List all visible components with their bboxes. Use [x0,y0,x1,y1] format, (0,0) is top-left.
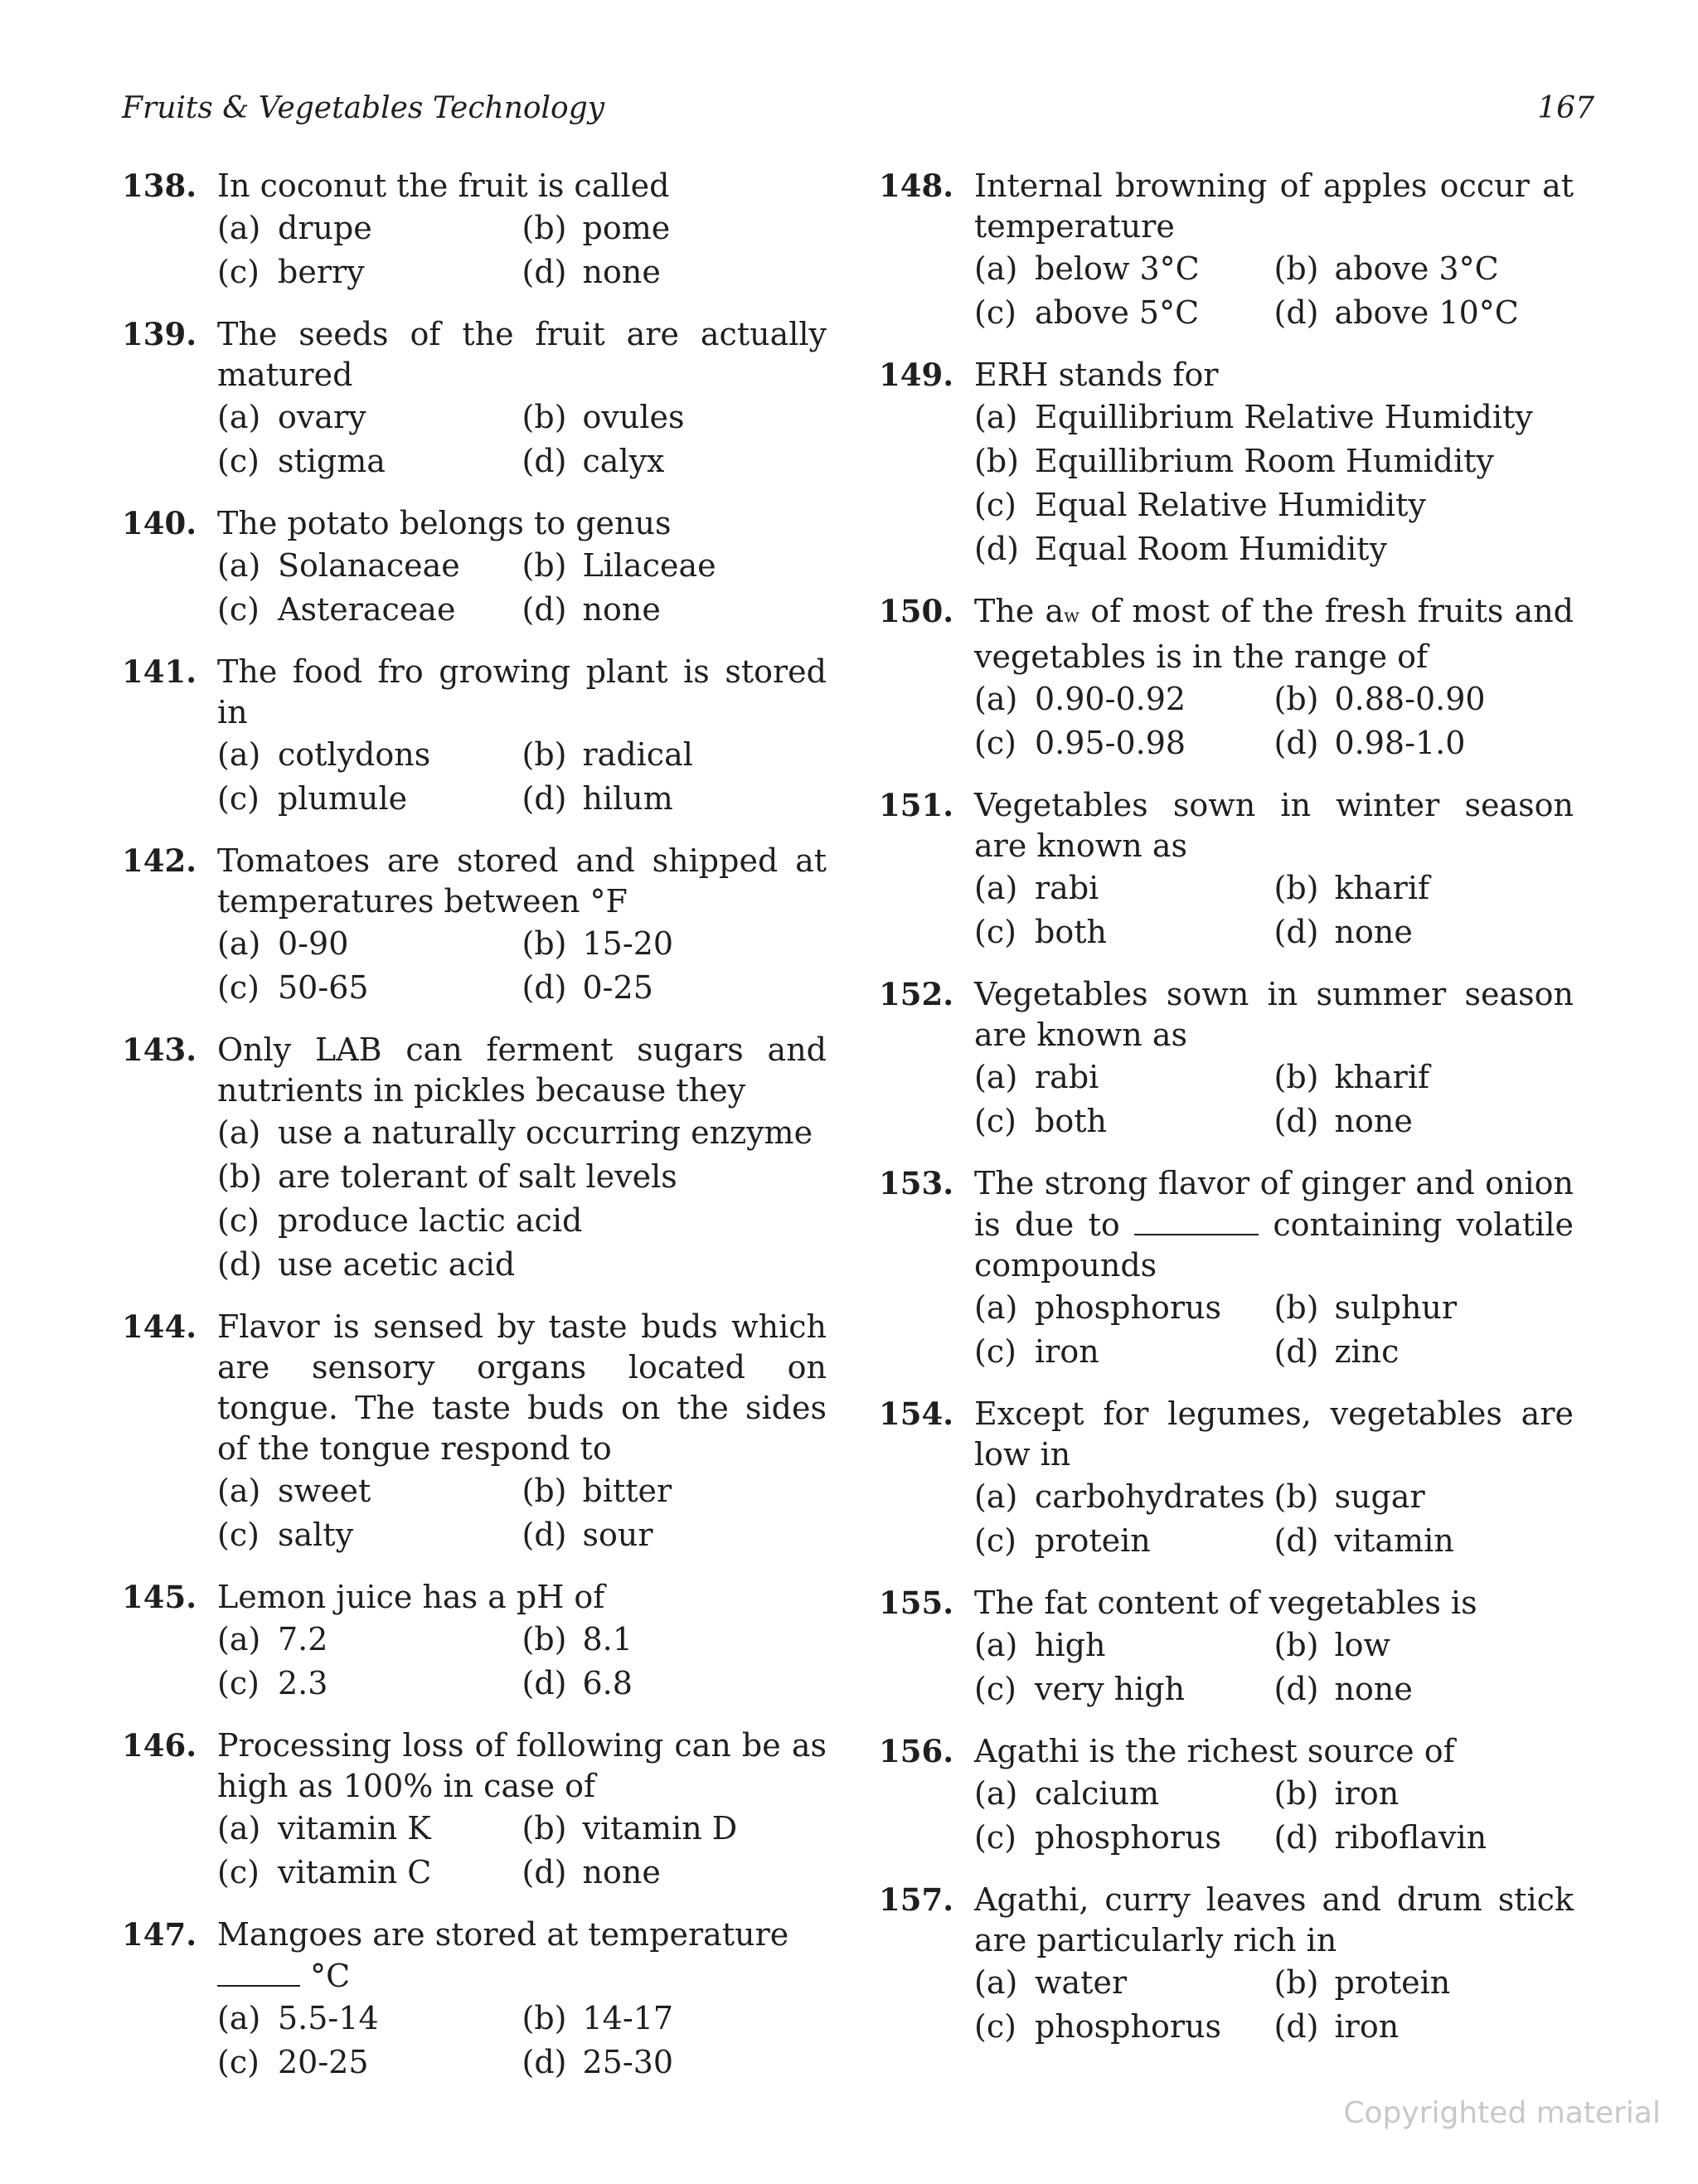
options [217,922,827,1010]
question-149 [879,355,1574,571]
question-number: 142. [122,842,197,879]
options [974,1286,1574,1374]
option-d: (d) none [1274,914,1413,950]
option-c: (c) produce lactic acid [217,1202,583,1239]
question-150 [879,591,1574,765]
question-text: Lemon juice has a pH of [217,1579,605,1615]
question-142 [122,841,827,1010]
option-d: (d) 25-30 [522,2044,674,2080]
option-d: (d) sour [522,1517,653,1553]
option-b: (b) kharif [1274,1059,1430,1095]
option-c: (c) very high [974,1671,1186,1707]
option-d: (d) hilum [522,780,673,817]
question-143 [122,1030,827,1287]
question-text: Agathi, curry leaves and drum stick are particularly rich in [974,1881,1574,1958]
options [974,677,1574,765]
question-text: Mangoes are stored at temperature °C [217,1916,789,1994]
question-141 [122,652,827,821]
question-text: Only LAB can ferment sugars and nutrients in pickles because they [217,1031,827,1109]
option-a: (a) 0-90 [217,925,349,962]
options [217,206,827,294]
option-b: (b) above 3°C [1274,250,1499,287]
question-text: The fat content of vegetables is [974,1585,1477,1621]
question-number: 147. [122,1916,197,1953]
options [974,1623,1574,1711]
question-text: Tomatoes are stored and shipped at temperatures between °F [217,842,827,920]
option-c: (c) berry [217,254,365,290]
question-number: 149. [879,357,954,393]
page-number: 167 [1537,91,1594,125]
option-a: (a) calcium [974,1775,1160,1812]
option-a: (a) 5.5-14 [217,2000,379,2036]
option-d: (d) iron [1274,2008,1400,2045]
option-a: (a) below 3°C [974,250,1200,287]
question-number: 150. [879,593,954,629]
option-d: (d) none [522,254,661,290]
option-a: (a) ovary [217,399,366,435]
left-column [122,166,827,2104]
option-b: (b) sulphur [1274,1289,1458,1326]
option-b: (b) pome [522,210,671,246]
option-b: (b) are tolerant of salt levels [217,1158,677,1195]
question-number: 146. [122,1727,197,1764]
question-147 [122,1915,827,2085]
option-c: (c) Asteraceae [217,591,456,628]
option-b: (b) 14-17 [522,2000,674,2036]
option-a: (a) Equillibrium Relative Humidity [974,399,1533,435]
option-d: (d) none [522,591,661,628]
options [217,1469,827,1557]
option-c: (c) 0.95-0.98 [974,725,1186,761]
question-144 [122,1307,827,1557]
question-number: 153. [879,1165,954,1201]
question-text: Flavor is sensed by taste buds which are sensory organs located on tongue. The taste buds on the sides of the tongue respond to [217,1308,827,1467]
option-c: (c) Equal Relative Humidity [974,487,1426,523]
option-c: (c) both [974,1103,1107,1139]
options [974,1772,1574,1860]
question-number: 140. [122,505,197,541]
option-a: (a) phosphorus [974,1289,1221,1326]
option-a: (a) drupe [217,210,372,246]
option-b: (b) radical [522,736,693,773]
option-a: (a) high [974,1627,1106,1663]
question-number: 148. [879,167,954,204]
question-text: Vegetables sown in summer season are known as [974,976,1574,1053]
option-d: (d) calyx [522,443,665,479]
question-139 [122,314,827,483]
option-d: (d) Equal Room Humidity [974,531,1387,567]
option-c: (c) 50-65 [217,969,369,1006]
option-a: (a) cotlydons [217,736,431,773]
option-a: (a) sweet [217,1473,371,1509]
option-c: (c) phosphorus [974,1819,1221,1856]
question-153 [879,1163,1574,1374]
option-b: (b) low [1274,1627,1391,1663]
options [217,544,827,632]
question-156 [879,1731,1574,1860]
option-b: (b) iron [1274,1775,1400,1812]
option-a: (a) Solanaceae [217,547,460,584]
answer-blank [217,1955,300,1987]
options [974,1056,1574,1143]
question-text: The seeds of the fruit are actually matured [217,316,827,393]
question-number: 145. [122,1579,197,1615]
question-146 [122,1725,827,1895]
options [974,1961,1574,2049]
question-151 [879,785,1574,954]
option-a: (a) water [974,1964,1128,2001]
question-text: In coconut the fruit is called [217,167,670,204]
question-number: 144. [122,1308,197,1345]
question-text: Agathi is the richest source of [974,1733,1455,1769]
question-145 [122,1577,827,1706]
question-text: The food fro growing plant is stored in [217,653,827,730]
question-number: 156. [879,1733,954,1769]
options [217,1997,827,2085]
option-c: (c) plumule [217,780,408,817]
options [974,247,1574,335]
option-d: (d) none [1274,1103,1413,1139]
option-b: (b) 15-20 [522,925,674,962]
answer-blank [1134,1204,1259,1235]
option-c: (c) protein [974,1522,1151,1559]
option-b: (b) 0.88-0.90 [1274,681,1486,717]
question-number: 139. [122,316,197,352]
option-a: (a) rabi [974,1059,1099,1095]
question-number: 143. [122,1031,197,1068]
option-d: (d) use acetic acid [217,1246,516,1283]
options [974,866,1574,954]
option-b: (b) sugar [1274,1478,1425,1515]
option-d: (d) vitamin [1274,1522,1454,1559]
option-b: (b) Lilaceae [522,547,716,584]
option-c: (c) above 5°C [974,294,1200,331]
option-a: (a) use a naturally occurring enzyme [217,1114,813,1151]
question-number: 138. [122,167,197,204]
option-d: (d) above 10°C [1274,294,1519,331]
options [217,396,827,483]
question-text: Internal browning of apples occur at temperature [974,167,1574,245]
option-c: (c) 20-25 [217,2044,369,2080]
option-b: (b) ovules [522,399,685,435]
option-d: (d) zinc [1274,1333,1400,1370]
option-d: (d) riboflavin [1274,1819,1487,1856]
options [217,1111,827,1287]
question-number: 151. [879,787,954,823]
question-140 [122,503,827,632]
option-a: (a) rabi [974,870,1099,906]
option-c: (c) vitamin C [217,1854,432,1890]
option-d: (d) none [1274,1671,1413,1707]
question-text: Processing loss of following can be as high as 100% in case of [217,1727,827,1804]
option-b: (b) vitamin D [522,1810,738,1847]
option-a: (a) 7.2 [217,1621,328,1657]
options [974,396,1574,571]
option-b: (b) 8.1 [522,1621,633,1657]
option-b: (b) protein [1274,1964,1451,2001]
options [974,1475,1574,1563]
question-text: The strong flavor of ginger and onion is due to containing volatile compounds [974,1165,1574,1284]
question-text: Vegetables sown in winter season are known as [974,787,1574,864]
question-number: 141. [122,653,197,690]
question-152 [879,974,1574,1143]
right-column [879,166,1574,2069]
option-c: (c) stigma [217,443,386,479]
question-text: The potato belongs to genus [217,505,672,541]
running-header-title: Fruits & Vegetables Technology [122,91,605,125]
question-text: The aw of most of the fresh fruits and vegetables is in the range of [974,593,1574,675]
option-d: (d) 6.8 [522,1665,633,1701]
option-c: (c) iron [974,1333,1099,1370]
option-a: (a) vitamin K [217,1810,431,1847]
question-number: 154. [879,1395,954,1432]
option-a: (a) carbohydrates [974,1478,1265,1515]
question-number: 155. [879,1585,954,1621]
option-c: (c) salty [217,1517,354,1553]
question-154 [879,1394,1574,1563]
option-a: (a) 0.90-0.92 [974,681,1186,717]
question-text: ERH stands for [974,357,1219,393]
option-b: (b) bitter [522,1473,672,1509]
options [217,733,827,821]
option-b: (b) Equillibrium Room Humidity [974,443,1494,479]
option-d: (d) 0.98-1.0 [1274,725,1466,761]
question-number: 152. [879,976,954,1012]
question-number: 157. [879,1881,954,1918]
question-157 [879,1880,1574,2049]
option-c: (c) phosphorus [974,2008,1221,2045]
question-148 [879,166,1574,335]
options [217,1807,827,1895]
option-d: (d) none [522,1854,661,1890]
question-155 [879,1583,1574,1711]
question-text: Except for legumes, vegetables are low in [974,1395,1574,1473]
option-c: (c) both [974,914,1107,950]
option-b: (b) kharif [1274,870,1430,906]
question-138 [122,166,827,294]
option-c: (c) 2.3 [217,1665,328,1701]
option-d: (d) 0-25 [522,969,653,1006]
options [217,1618,827,1706]
copyright-watermark: Copyrighted material [1343,2096,1661,2130]
